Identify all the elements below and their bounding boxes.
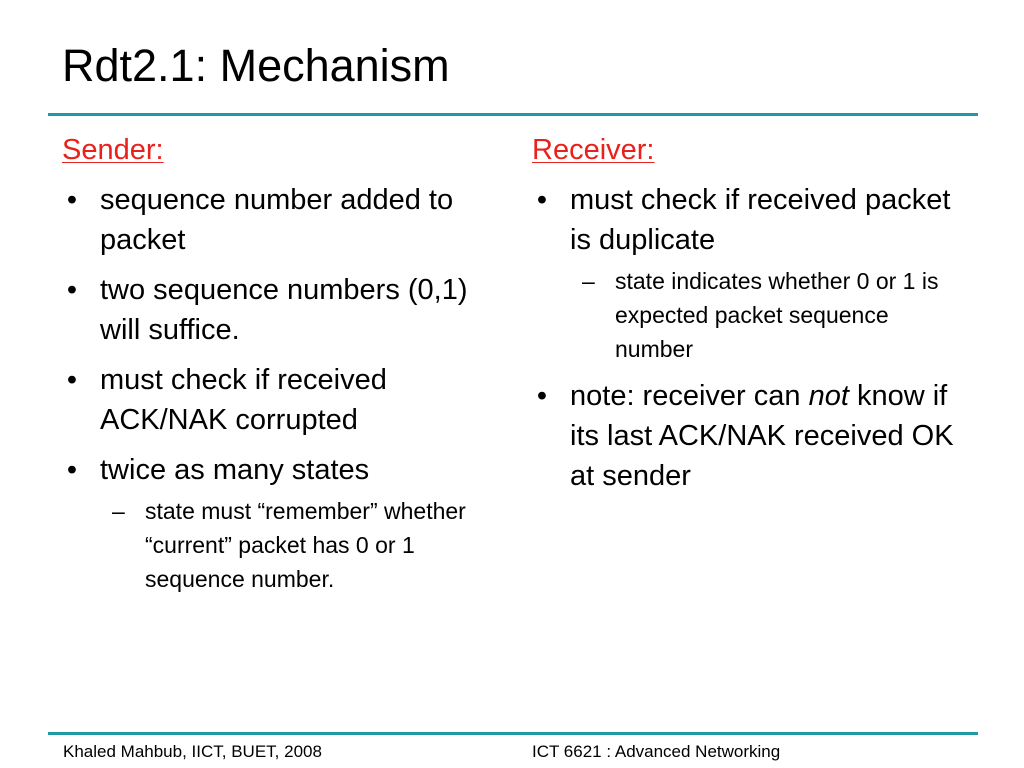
bullet-icon: •: [536, 380, 548, 412]
sender-bullet-4-text: twice as many states: [100, 454, 370, 486]
sender-heading: Sender:: [62, 134, 164, 166]
sender-bullet-2: [62, 270, 492, 350]
footer-divider: [48, 732, 978, 735]
receiver-bullet-list: [532, 180, 972, 496]
sender-bullet-list: [62, 180, 492, 596]
sender-bullet-3-text: must check if received ACK/NAK corrupted: [100, 364, 387, 436]
dash-icon: –: [112, 498, 125, 524]
sender-sub-bullet-1: [100, 494, 492, 596]
sender-sub-list: [100, 494, 492, 596]
receiver-bullet-1-text: must check if received packet is duplicate: [570, 184, 951, 256]
receiver-bullet-2-text-after: know if its last ACK/NAK received OK at sender: [570, 380, 954, 492]
receiver-bullet-2-emphasis: not: [808, 380, 849, 412]
sender-bullet-2-text: two sequence numbers (0,1) will suffice.: [100, 274, 468, 346]
title-divider: [48, 113, 978, 116]
footer-course: ICT 6621 : Advanced Networking: [532, 742, 781, 761]
receiver-heading: Receiver:: [532, 134, 655, 166]
sender-bullet-1-text: sequence number added to packet: [100, 184, 454, 256]
bullet-icon: •: [536, 184, 548, 216]
dash-icon: –: [582, 268, 595, 294]
receiver-bullet-1: [532, 180, 972, 366]
receiver-sub-bullet-1: [570, 264, 972, 366]
receiver-sub-bullet-1-text: state indicates whether 0 or 1 is expected packet sequence number: [615, 268, 939, 362]
sender-column: [62, 132, 492, 606]
sender-bullet-4: [62, 450, 492, 596]
bullet-icon: •: [66, 364, 78, 396]
receiver-bullet-2: [532, 376, 972, 496]
bullet-icon: •: [66, 184, 78, 216]
sender-sub-bullet-1-text: state must “remember” whether “current” packet has 0 or 1 sequence number.: [145, 498, 466, 592]
footer-author: Khaled Mahbub, IICT, BUET, 2008: [63, 742, 322, 761]
sender-bullet-1: [62, 180, 492, 260]
sender-bullet-3: [62, 360, 492, 440]
bullet-icon: •: [66, 454, 78, 486]
receiver-sub-list: [570, 264, 972, 366]
bullet-icon: •: [66, 274, 78, 306]
receiver-column: [532, 132, 972, 506]
receiver-bullet-2-text-before: note: receiver can: [570, 380, 809, 412]
slide-title: Rdt2.1: Mechanism: [62, 40, 450, 91]
